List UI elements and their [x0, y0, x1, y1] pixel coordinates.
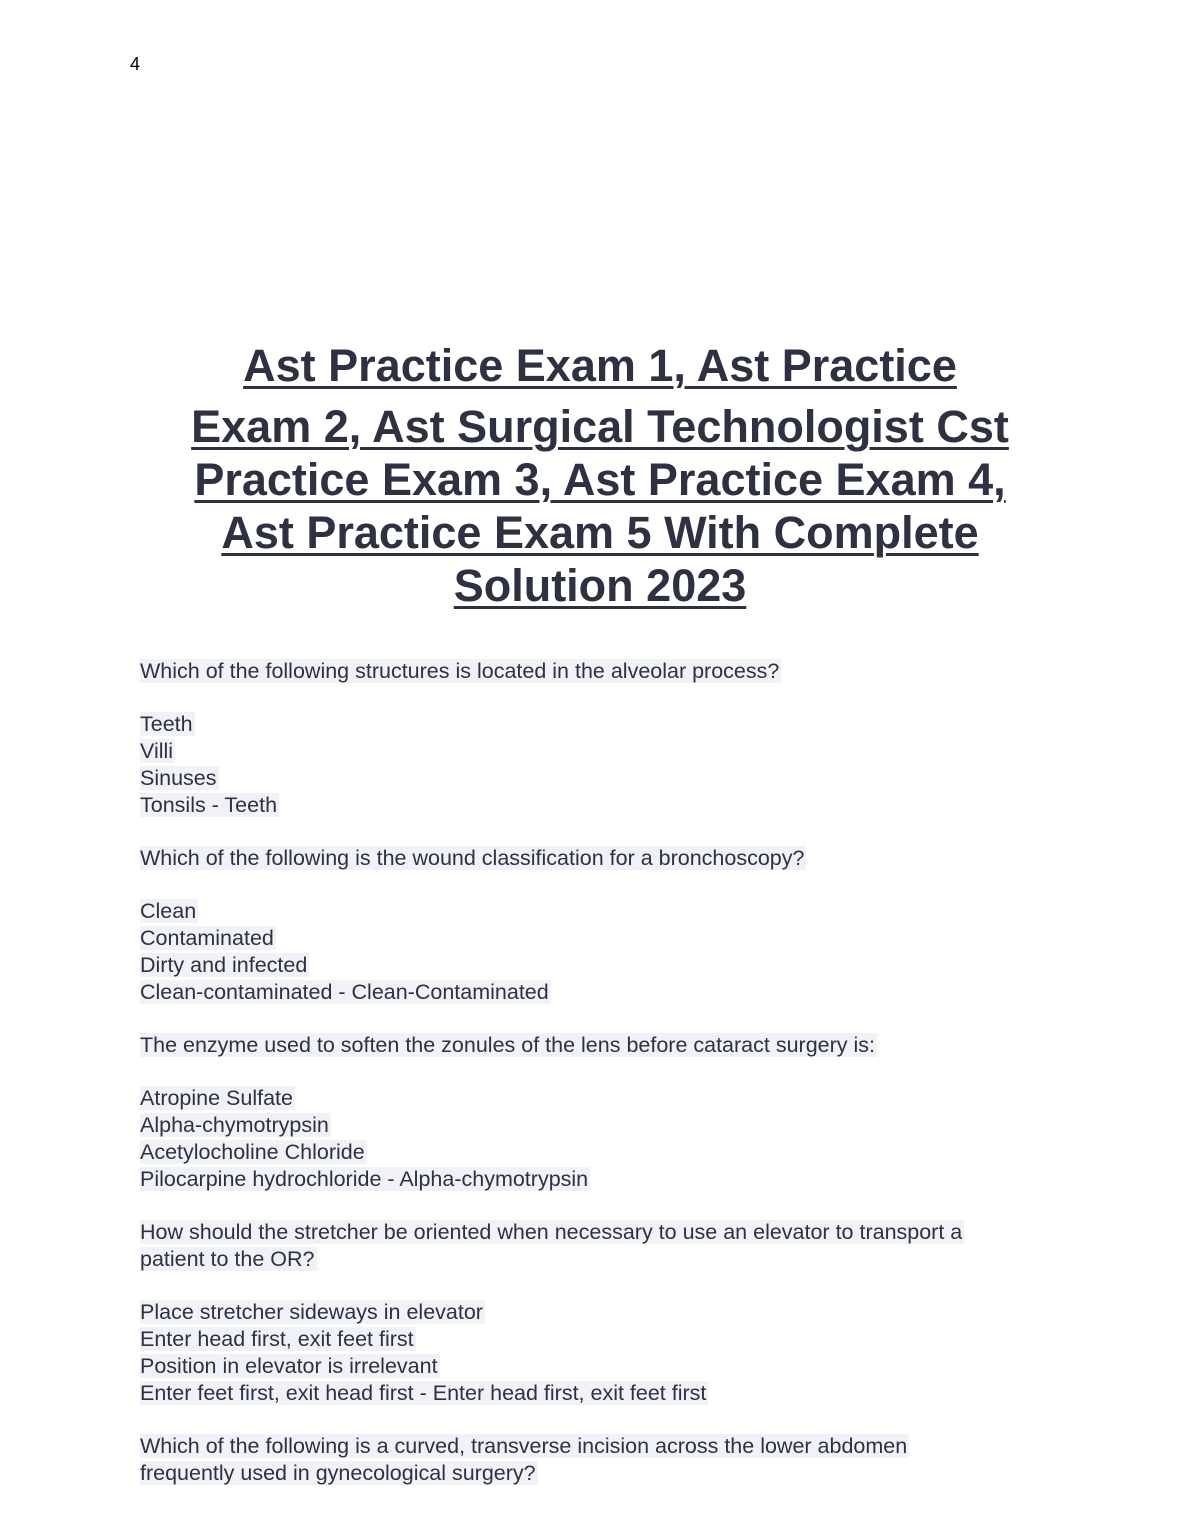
answer-options	[140, 1085, 1060, 1193]
answer-option: Position in elevator is irrelevant	[140, 1354, 438, 1378]
answer-option: Enter feet first, exit head first - Enter head first, exit feet first	[140, 1381, 707, 1405]
title-line: Ast Practice Exam 5 With Complete	[221, 507, 979, 558]
question-block	[140, 1433, 1060, 1487]
question-text	[140, 1433, 1060, 1487]
answer-option: Atropine Sulfate	[140, 1086, 293, 1110]
answer-options	[140, 711, 1060, 819]
question-line: Which of the following is a curved, transverse incision across the lower abdomen	[140, 1434, 908, 1458]
question-block	[140, 658, 1060, 819]
answer-option: Contaminated	[140, 926, 274, 950]
answer-option: Teeth	[140, 712, 193, 736]
question-line: How should the stretcher be oriented when necessary to use an elevator to transport a	[140, 1220, 963, 1244]
answer-option: Alpha-chymotrypsin	[140, 1113, 329, 1137]
answer-option: Pilocarpine hydrochloride - Alpha-chymotrypsin	[140, 1167, 589, 1191]
document-title	[140, 336, 1060, 612]
question-text	[140, 845, 1060, 872]
answer-option: Clean-contaminated - Clean-Contaminated	[140, 980, 549, 1004]
title-line: Practice Exam 3, Ast Practice Exam 4,	[194, 454, 1006, 505]
answer-option: Clean	[140, 899, 197, 923]
answer-option: Dirty and infected	[140, 953, 308, 977]
question-block	[140, 1032, 1060, 1193]
question-line: frequently used in gynecological surgery?	[140, 1461, 536, 1485]
answer-option: Acetylocholine Chloride	[140, 1140, 365, 1164]
question-text	[140, 1032, 1060, 1059]
answer-option: Tonsils - Teeth	[140, 793, 278, 817]
title-line: Ast Practice Exam 1, Ast Practice	[243, 340, 957, 391]
answer-option: Sinuses	[140, 766, 217, 790]
question-text	[140, 658, 1060, 685]
question-line: patient to the OR?	[140, 1247, 315, 1271]
answer-option: Villi	[140, 739, 174, 763]
question-text	[140, 1219, 1060, 1273]
answer-options	[140, 1299, 1060, 1407]
question-list	[140, 658, 1060, 1513]
question-line: The enzyme used to soften the zonules of the lens before cataract surgery is:	[140, 1033, 875, 1057]
question-block	[140, 1219, 1060, 1407]
page-number: 4	[130, 54, 141, 74]
question-line: Which of the following structures is located in the alveolar process?	[140, 659, 780, 683]
answer-option: Place stretcher sideways in elevator	[140, 1300, 483, 1324]
answer-options	[140, 898, 1060, 1006]
answer-option: Enter head first, exit feet first	[140, 1327, 414, 1351]
question-line: Which of the following is the wound classification for a bronchoscopy?	[140, 846, 805, 870]
question-block	[140, 845, 1060, 1006]
title-line: Exam 2, Ast Surgical Technologist Cst	[191, 401, 1009, 452]
title-line: Solution 2023	[453, 560, 747, 611]
